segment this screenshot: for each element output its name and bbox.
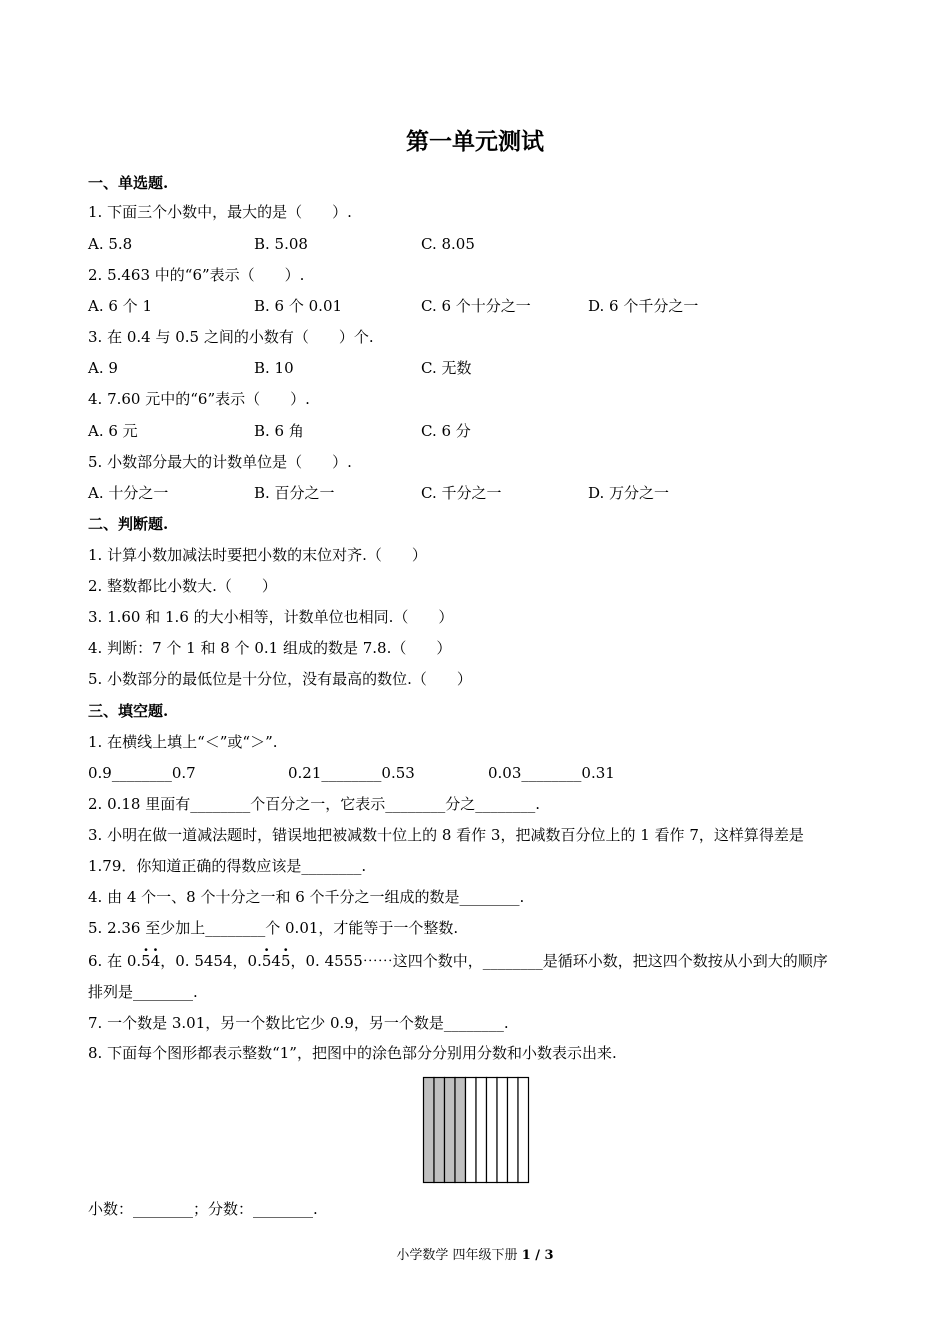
q1-2-option-a: A. 6 个 1	[88, 297, 152, 315]
question-1-1-stem: 1. 下面三个小数中，最大的是（ ）.	[88, 203, 352, 221]
fill-q1-stem: 1. 在横线上填上“＜”或“＞”.	[88, 733, 278, 751]
fill-q1-item-2: 0.21________0.53	[288, 764, 415, 782]
q1-4-option-b: B. 6 角	[254, 422, 304, 440]
repeating-digit: 4	[271, 952, 281, 970]
tf-item-5: 5. 小数部分的最低位是十分位，没有最高的数位.（ ）	[88, 670, 472, 688]
page-footer	[0, 1247, 950, 1265]
q1-5-option-c: C. 千分之一	[421, 484, 502, 502]
tf-item-3: 3. 1.60 和 1.6 的大小相等，计数单位也相同.（ ）	[88, 608, 454, 626]
empty-strip	[518, 1078, 529, 1183]
fill-q2: 2. 0.18 里面有________个百分之一，它表示________分之________.	[88, 795, 541, 813]
section-heading-fill-blank: 三、填空题.	[88, 702, 169, 720]
q1-5-option-a: A. 十分之一	[88, 484, 169, 502]
q1-5-option-b: B. 百分之一	[254, 484, 335, 502]
fill-q8: 8. 下面每个图形都表示整数“1”，把图中的涂色部分分别用分数和小数表示出来.	[88, 1044, 617, 1062]
fill-q6-suffix: ，0. 4555⋯⋯这四个数中，________是循环小数，把这四个数按从小到大的顺序	[290, 952, 828, 970]
fill-q1-item-1: 0.9________0.7	[88, 764, 196, 782]
shaded-strip	[445, 1078, 456, 1183]
fill-q5: 5. 2.36 至少加上________个 0.01，才能等于一个整数.	[88, 919, 459, 937]
empty-strip	[497, 1078, 508, 1183]
section-heading-single-choice: 一、单选题.	[88, 174, 169, 192]
fill-q6-prefix: 6. 在 0.	[88, 952, 142, 970]
repeating-digit-dot: · 5	[141, 952, 151, 970]
repeating-digit-dot: · 5	[281, 952, 291, 970]
fill-q6-separator: ，0. 5454，0.	[160, 952, 262, 970]
empty-strip	[476, 1078, 487, 1183]
tf-item-4: 4. 判断：7 个 1 和 8 个 0.1 组成的数是 7.8.（ ）	[88, 639, 452, 657]
page-number: 1 / 3	[521, 1248, 554, 1263]
question-1-2-stem: 2. 5.463 中的“6”表示（ ）.	[88, 266, 305, 284]
repeating-digit-dot: · 4	[151, 952, 161, 970]
fill-q3-line1: 3. 小明在做一道减法题时，错误地把被减数十位上的 8 看作 3，把减数百分位上的 1 看作 7，这样算得差是	[88, 826, 804, 844]
repeating-digit-dot: · 5	[262, 952, 272, 970]
q1-4-option-c: C. 6 分	[421, 422, 471, 440]
q1-4-option-a: A. 6 元	[88, 422, 138, 440]
q1-3-option-c: C. 无数	[421, 359, 472, 377]
fill-q8-answer: 小数：________；分数：________.	[88, 1200, 318, 1218]
q1-1-option-c: C. 8.05	[421, 235, 475, 253]
fraction-figure	[422, 1076, 530, 1184]
question-1-4-stem: 4. 7.60 元中的“6”表示（ ）.	[88, 390, 310, 408]
fill-q7: 7. 一个数是 3.01，另一个数比它少 0.9，另一个数是________.	[88, 1014, 509, 1032]
q1-3-option-a: A. 9	[88, 359, 118, 377]
fill-q6-line2: 排列是________.	[88, 983, 198, 1001]
question-1-5-stem: 5. 小数部分最大的计数单位是（ ）.	[88, 453, 352, 471]
empty-strip	[487, 1078, 498, 1183]
empty-strip	[466, 1078, 477, 1183]
page-title: 第一单元测试	[406, 128, 544, 155]
shaded-strip	[434, 1078, 445, 1183]
tf-item-2: 2. 整数都比小数大.（ ）	[88, 577, 277, 595]
empty-strip	[508, 1078, 519, 1183]
fill-q4: 4. 由 4 个一、8 个十分之一和 6 个千分之一组成的数是________.	[88, 888, 525, 906]
question-1-3-stem: 3. 在 0.4 与 0.5 之间的小数有（ ）个.	[88, 328, 374, 346]
tf-item-1: 1. 计算小数加减法时要把小数的末位对齐.（ ）	[88, 546, 427, 564]
shaded-strip	[455, 1078, 466, 1183]
q1-2-option-c: C. 6 个十分之一	[421, 297, 531, 315]
fill-q1-item-3: 0.03________0.31	[488, 764, 615, 782]
shaded-strip	[424, 1078, 435, 1183]
q1-2-option-d: D. 6 个千分之一	[588, 297, 699, 315]
fill-q3-line2: 1.79．你知道正确的得数应该是________.	[88, 857, 367, 875]
q1-1-option-a: A. 5.8	[88, 235, 133, 253]
q1-2-option-b: B. 6 个 0.01	[254, 297, 343, 315]
footer-text: 小学数学 四年级下册	[396, 1248, 522, 1263]
fill-q6-line1	[88, 952, 828, 970]
q1-3-option-b: B. 10	[254, 359, 294, 377]
section-heading-true-false: 二、判断题.	[88, 515, 169, 533]
q1-1-option-b: B. 5.08	[254, 235, 308, 253]
q1-5-option-d: D. 万分之一	[588, 484, 670, 502]
